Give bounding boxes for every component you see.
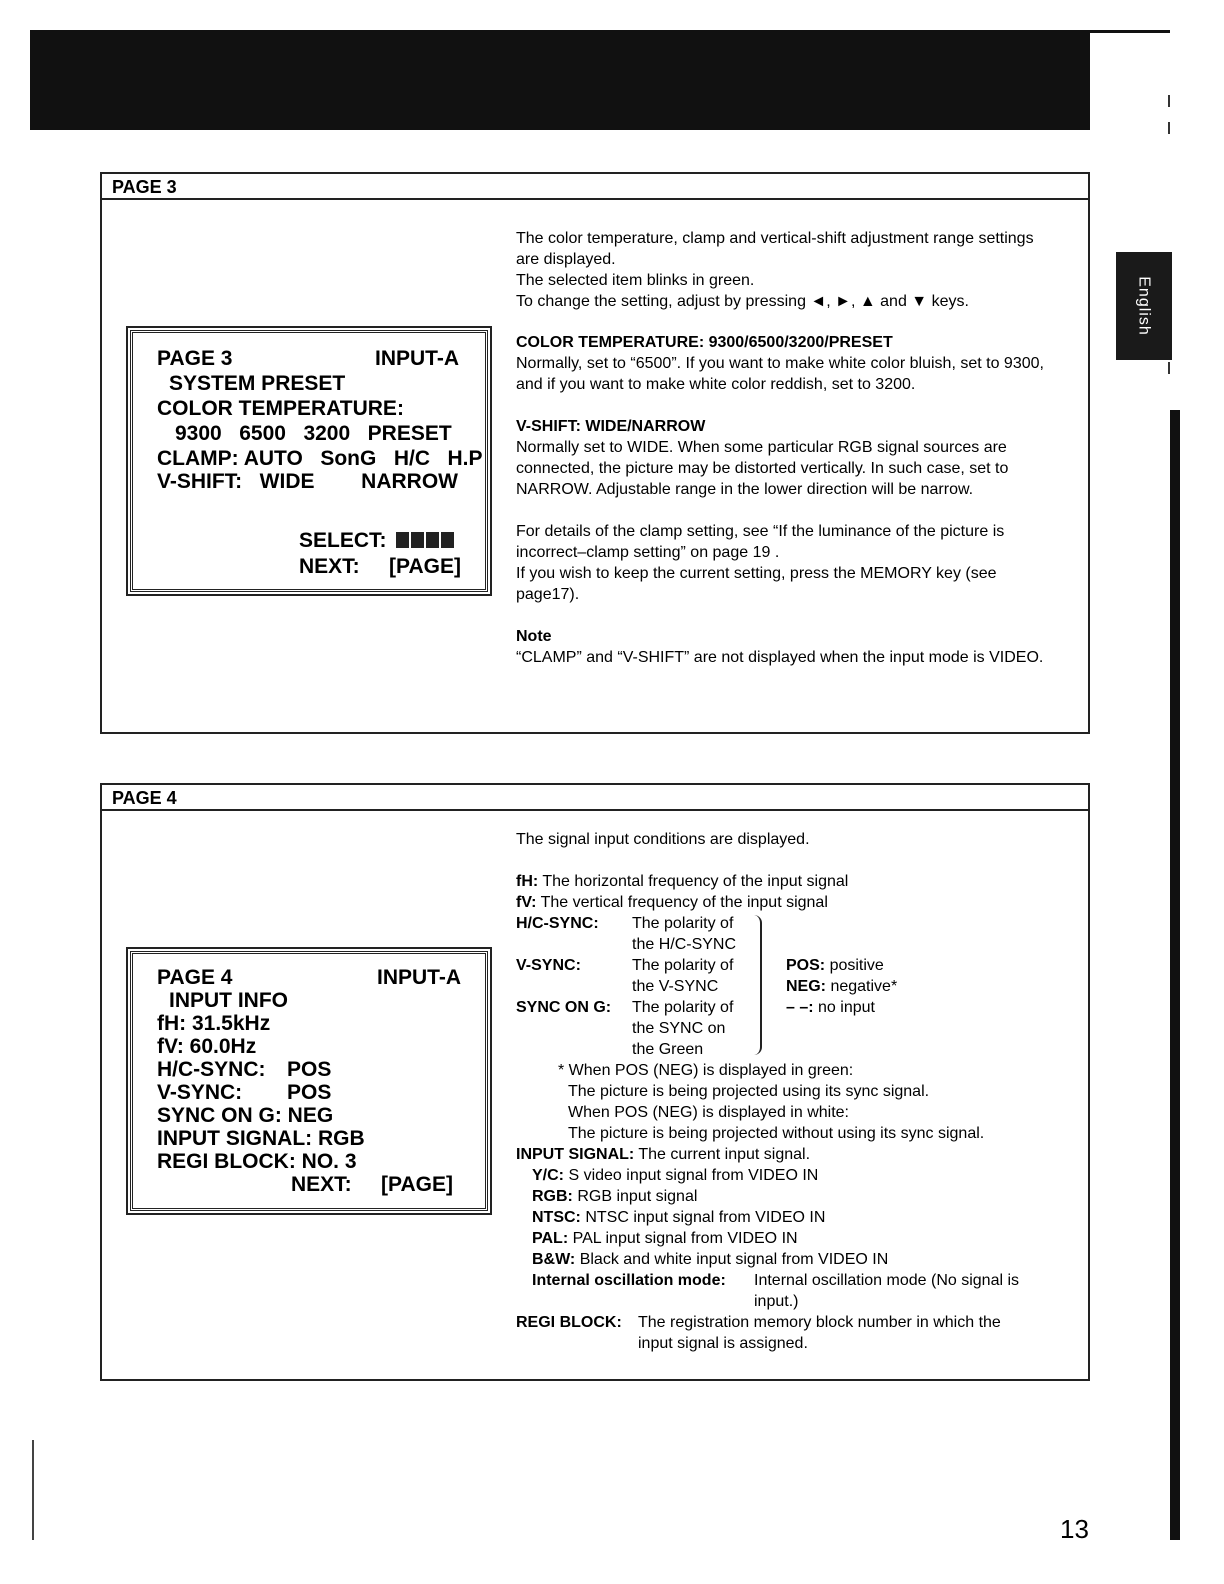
osc-term: Internal oscillation mode: — [532, 1272, 726, 1289]
fv-desc: The vertical frequency of the input signal — [540, 894, 828, 911]
page3-osd-screen — [130, 330, 488, 592]
osd-select-line — [299, 529, 456, 553]
v-term: V-SYNC: — [516, 957, 581, 974]
osd-mode: SYSTEM PRESET — [169, 372, 346, 395]
page4-description — [516, 829, 1076, 1354]
margin-tick — [1168, 122, 1170, 134]
osd-v-value: POS — [287, 1081, 332, 1104]
margin-tick — [1168, 362, 1170, 374]
sync-table — [516, 913, 1076, 1060]
intro-2: The selected item blinks in green. — [516, 272, 755, 289]
none-desc: no input — [818, 999, 875, 1016]
sog-desc-1: The polarity of — [632, 999, 734, 1016]
page4-osd-screen — [130, 951, 488, 1211]
rgb-desc: RGB input signal — [577, 1188, 698, 1205]
rgb-term: RGB: — [532, 1188, 573, 1205]
top-rule — [1090, 30, 1170, 33]
brace-icon — [752, 915, 762, 1055]
memory-reference: If you wish to keep the current setting, press the MEMORY key (see page17). — [516, 565, 997, 603]
ntsc-term: NTSC: — [532, 1209, 581, 1226]
osd-v-label: V-SYNC: — [157, 1081, 243, 1104]
vshift-body: Normally set to WIDE. When some particular RGB signal sources are connected, the picture may be distorted vertically. In such case, set to NARROW. Adjustable range in the lower direction will be narrow. — [516, 439, 1009, 498]
footnote-1: * When POS (NEG) is displayed in green: — [558, 1062, 854, 1079]
none-term: – –: — [786, 999, 814, 1016]
pos-row — [786, 955, 884, 976]
note-heading: Note — [516, 628, 552, 645]
osd-sog-line: SYNC ON G: NEG — [157, 1104, 334, 1127]
osd-next-key: [PAGE] — [389, 555, 461, 578]
neg-desc: negative* — [830, 978, 898, 995]
none-row — [786, 997, 875, 1018]
right-margin-rule — [1170, 410, 1180, 1540]
regi-block-term: REGI BLOCK: — [516, 1314, 622, 1331]
page3-section-title: PAGE 3 — [102, 174, 1088, 200]
yc-desc: S video input signal from VIDEO IN — [568, 1167, 819, 1184]
pos-term: POS: — [786, 957, 826, 974]
osd-clamp-line: CLAMP: AUTO SonG H/C H.P — [157, 447, 483, 470]
page4-section — [100, 783, 1090, 1381]
osd-input: INPUT-A — [377, 966, 461, 989]
osd-color-temp-label: COLOR TEMPERATURE: — [157, 397, 404, 420]
intro-3: To change the setting, adjust by pressing ◄, ►, ▲ and ▼ keys. — [516, 293, 969, 310]
page-number: 13 — [1060, 1514, 1089, 1544]
osd-mode: INPUT INFO — [169, 989, 288, 1012]
osd-vshift-line: V-SHIFT: WIDE NARROW — [157, 470, 458, 493]
osd-next-key: [PAGE] — [381, 1173, 453, 1196]
regi-block-desc-2: input signal is assigned. — [638, 1335, 808, 1352]
neg-row — [786, 976, 897, 997]
page3-description — [516, 228, 1061, 668]
osd-title: PAGE 4 — [157, 966, 233, 989]
footnote-4: The picture is being projected without using its sync signal. — [568, 1125, 985, 1142]
v-desc-1: The polarity of — [632, 957, 734, 974]
osd-regi-block: REGI BLOCK: NO. 3 — [157, 1150, 357, 1173]
sog-term: SYNC ON G: — [516, 999, 612, 1016]
intro: The signal input conditions are displayed. — [516, 831, 810, 848]
regi-block-desc-1: The registration memory block number in which the — [638, 1314, 1001, 1331]
page4-section-title: PAGE 4 — [102, 785, 1088, 811]
hc-desc-1: The polarity of — [632, 915, 734, 932]
pal-desc: PAL input signal from VIDEO IN — [572, 1230, 798, 1247]
arrow-keys-icon — [396, 532, 456, 548]
pos-desc: positive — [829, 957, 884, 974]
hc-term: H/C-SYNC: — [516, 915, 599, 932]
fh-desc: The horizontal frequency of the input signal — [542, 873, 849, 890]
sog-desc-2: the SYNC on — [632, 1020, 726, 1037]
osd-hc-label: H/C-SYNC: — [157, 1058, 266, 1081]
osd-input-signal: INPUT SIGNAL: RGB — [157, 1127, 365, 1150]
osd-color-temp-options: 9300 6500 3200 PRESET — [175, 422, 452, 445]
bw-desc: Black and white input signal from VIDEO IN — [579, 1251, 889, 1268]
footnote-2: The picture is being projected using its sync signal. — [568, 1083, 930, 1100]
left-margin-mark — [32, 1440, 34, 1540]
color-temp-body: Normally, set to “6500”. If you want to make white color bluish, set to 9300, and if you want to make white color reddish, set to 3200. — [516, 355, 1044, 393]
color-temp-heading: COLOR TEMPERATURE: 9300/6500/3200/PRESET — [516, 334, 893, 351]
page3-section — [100, 172, 1090, 734]
header-bar — [30, 30, 1090, 130]
osc-desc-1: Internal oscillation mode (No signal is — [754, 1272, 1020, 1289]
sog-desc-3: the Green — [632, 1041, 704, 1058]
input-signal-desc: The current input signal. — [638, 1146, 811, 1163]
osd-select-label: SELECT: — [299, 529, 387, 552]
yc-term: Y/C: — [532, 1167, 564, 1184]
pal-term: PAL: — [532, 1230, 569, 1247]
osd-hc-value: POS — [287, 1058, 332, 1081]
osd-fh: fH: 31.5kHz — [157, 1012, 271, 1035]
bw-term: B&W: — [532, 1251, 576, 1268]
osd-fv: fV: 60.0Hz — [157, 1035, 257, 1058]
osd-title: PAGE 3 — [157, 347, 233, 370]
osd-next-label: NEXT: — [299, 555, 360, 578]
neg-term: NEG: — [786, 978, 826, 995]
note-body: “CLAMP” and “V-SHIFT” are not displayed when the input mode is VIDEO. — [516, 649, 1044, 666]
osc-desc-2: input.) — [754, 1293, 799, 1310]
intro-1: The color temperature, clamp and vertical-shift adjustment range settings are displayed. — [516, 230, 1034, 268]
osd-next-label: NEXT: — [291, 1173, 352, 1196]
language-tab — [1116, 252, 1172, 360]
language-tab-label: English — [1136, 276, 1154, 336]
fv-term: fV: — [516, 894, 537, 911]
hc-desc-2: the H/C-SYNC — [632, 936, 737, 953]
margin-tick — [1168, 95, 1170, 107]
vshift-heading: V-SHIFT: WIDE/NARROW — [516, 418, 706, 435]
osd-input: INPUT-A — [375, 347, 459, 370]
clamp-reference: For details of the clamp setting, see “If the luminance of the picture is incorrect–clamp setting” on page 19 . — [516, 523, 1005, 561]
v-desc-2: the V-SYNC — [632, 978, 719, 995]
fh-term: fH: — [516, 873, 539, 890]
ntsc-desc: NTSC input signal from VIDEO IN — [585, 1209, 826, 1226]
input-signal-term: INPUT SIGNAL: — [516, 1146, 635, 1163]
footnote-3: When POS (NEG) is displayed in white: — [568, 1104, 849, 1121]
